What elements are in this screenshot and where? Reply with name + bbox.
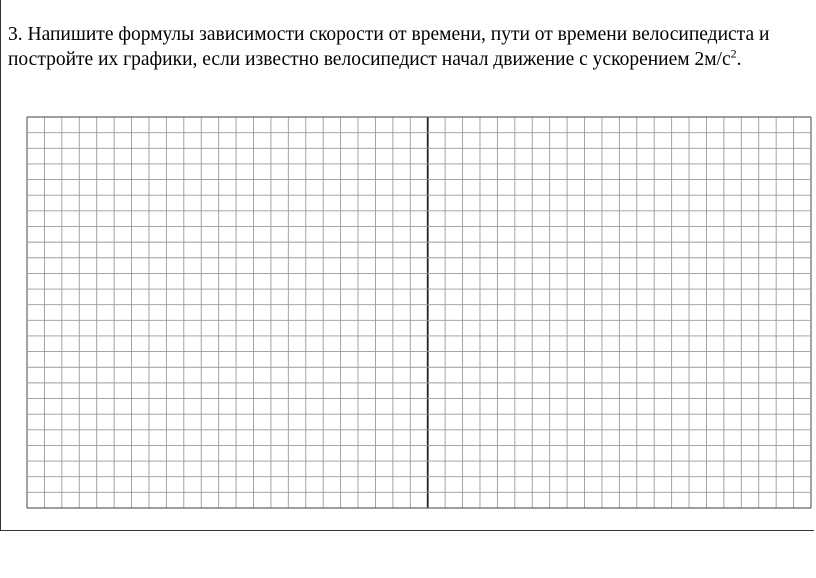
task-number: 3. (8, 24, 23, 45)
task-end: . (736, 49, 742, 70)
exponent: 2 (730, 46, 737, 61)
task-text: Напишите формулы зависимости скорости от времени, пути от времени велосипедиста и постройте их графики, если известно велосипедист начал движение с ускорением 2м/с (8, 24, 770, 70)
